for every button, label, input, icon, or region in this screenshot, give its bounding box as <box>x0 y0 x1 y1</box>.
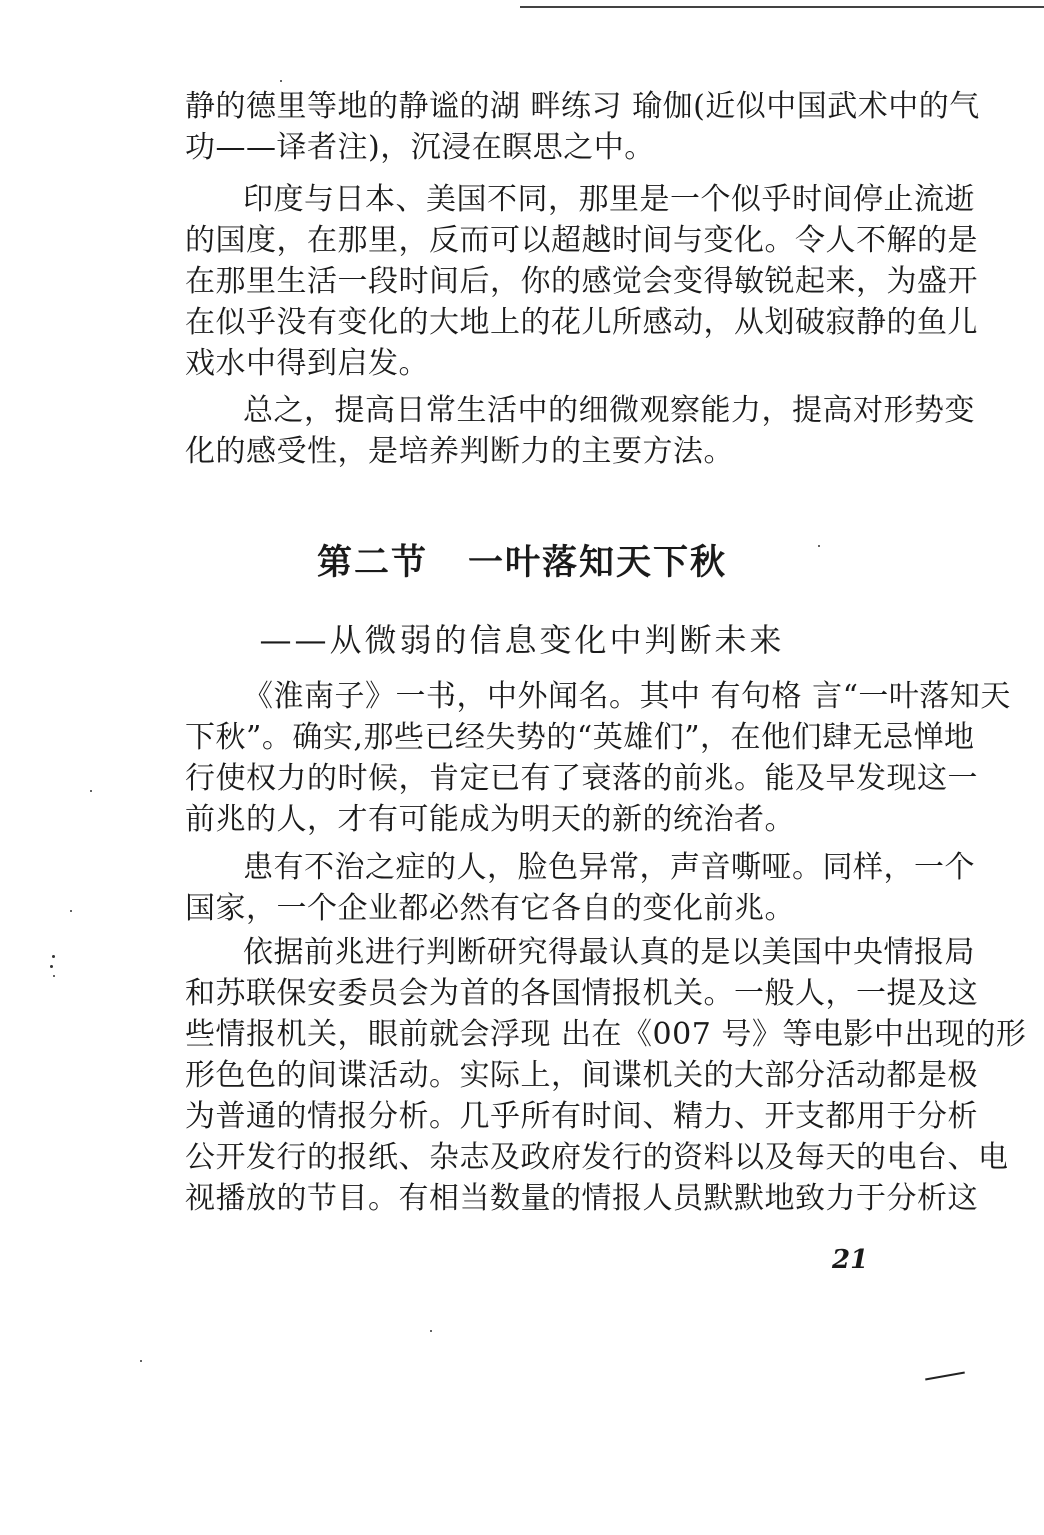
paragraph-intel <box>185 932 1027 1219</box>
text-line: 在似乎没有变化的大地上的花儿所感动，从划破寂静的鱼儿 <box>185 305 978 340</box>
text-line: 总之，提高日常生活中的细微观察能力，提高对形势变 <box>243 393 975 428</box>
paragraph-huainanzi <box>185 676 1011 840</box>
paragraph-top <box>185 86 980 168</box>
page-number: 21 <box>832 1245 869 1275</box>
scan-speck <box>52 955 55 958</box>
text-line: 化的感受性，是培养判断力的主要方法。 <box>185 434 734 469</box>
scan-speck <box>430 1330 432 1332</box>
paragraph-illness <box>185 847 975 929</box>
text-line: 在那里生活一段时间后，你的感觉会变得敏锐起来，为盛开 <box>185 264 978 299</box>
text-line: 国家，一个企业都必然有它各自的变化前兆。 <box>185 891 795 926</box>
text-line: 公开发行的报纸、杂志及政府发行的资料以及每天的电台、电 <box>185 1140 1009 1175</box>
section-heading <box>0 535 1044 585</box>
text-line: 视播放的节目。有相当数量的情报人员默默地致力于分析这 <box>185 1181 978 1216</box>
text-line: 形色色的间谍活动。实际上，间谍机关的大部分活动都是极 <box>185 1058 978 1093</box>
scan-speck <box>53 975 55 977</box>
scan-speck <box>280 80 282 82</box>
text-line: 和苏联保安委员会为首的各国情报机关。一般人，一提及这 <box>185 976 978 1011</box>
section-subtitle: ——从微弱的信息变化中判断未来 <box>259 621 785 659</box>
scan-speck <box>50 965 53 968</box>
text-line: 静的德里等地的静谧的湖 畔练习 瑜伽(近似中国武术中的气 <box>185 89 980 124</box>
paragraph-summary <box>185 390 975 472</box>
text-line: 前兆的人，才有可能成为明天的新的统治者。 <box>185 802 795 837</box>
text-line: 依据前兆进行判断研究得最认真的是以美国中央情报局 <box>243 935 975 970</box>
paragraph-india <box>185 179 978 384</box>
scan-edge <box>520 0 1044 8</box>
text-line: 戏水中得到启发。 <box>185 346 429 381</box>
text-line: 《淮南子》一书，中外闻名。其中 有句格 言“一叶落知天 <box>243 679 1011 714</box>
text-line: 下秋”。确实,那些已经失势的“英雄们”，在他们肆无忌惮地 <box>185 720 975 755</box>
scan-speck <box>818 545 820 547</box>
text-line: 的国度，在那里，反而可以超越时间与变化。令人不解的是 <box>185 223 978 258</box>
scan-speck <box>70 910 72 912</box>
text-line: 印度与日本、美国不同，那里是一个似乎时间停止流逝 <box>243 182 975 217</box>
section-number: 第二节 <box>316 543 428 583</box>
scan-speck <box>140 1360 142 1362</box>
text-line: 功——译者注)，沉浸在瞑思之中。 <box>185 130 655 165</box>
text-line: 患有不治之症的人，脸色异常，声音嘶哑。同样，一个 <box>243 850 975 885</box>
section-title: 一叶落知天下秋 <box>468 543 728 583</box>
text-line: 些情报机关，眼前就会浮现 出在《007 号》等电影中出现的形 <box>185 1017 1027 1052</box>
text-line: 为普通的情报分析。几乎所有时间、精力、开支都用于分析 <box>185 1099 978 1134</box>
scan-scratch <box>925 1372 965 1381</box>
scan-speck <box>90 790 92 792</box>
text-line: 行使权力的时候，肯定已有了衰落的前兆。能及早发现这一 <box>185 761 978 796</box>
